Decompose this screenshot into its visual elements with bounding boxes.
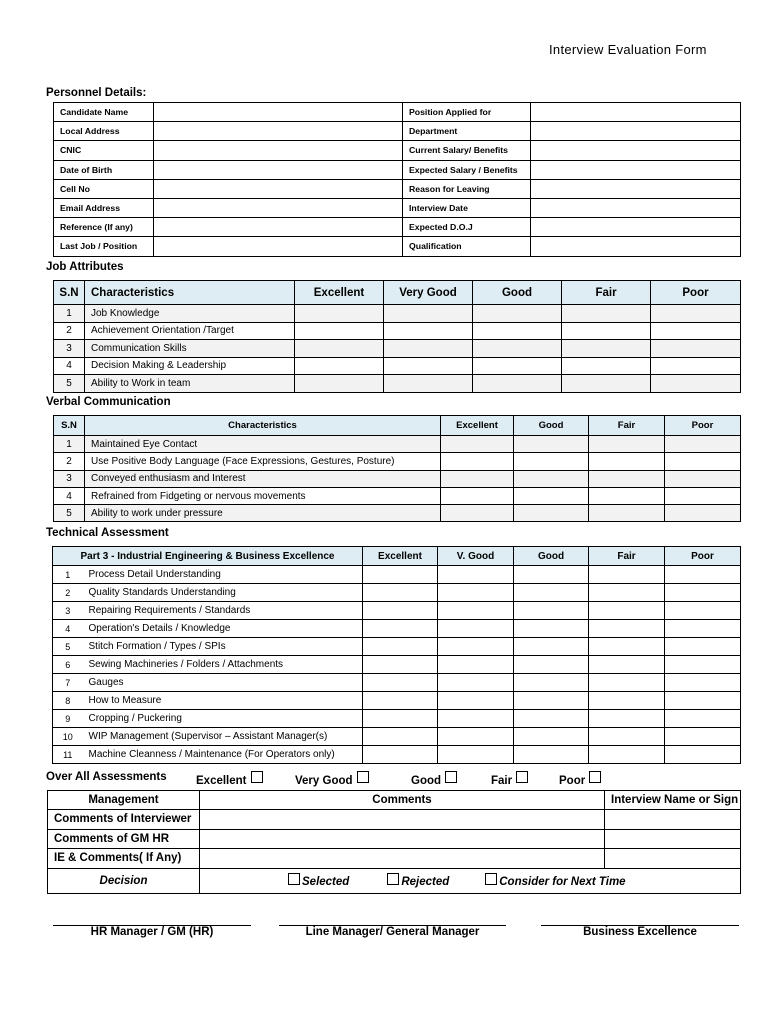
rating-cell[interactable] [438, 692, 514, 710]
rating-cell[interactable] [651, 322, 741, 340]
management-row [48, 810, 741, 830]
personnel-left-value[interactable] [154, 179, 403, 198]
rating-cell[interactable] [295, 305, 384, 323]
rating-cell[interactable] [589, 692, 665, 710]
personnel-row [54, 198, 741, 217]
job-attr-col-header: Fair [562, 281, 651, 305]
decision-options [200, 868, 741, 893]
job-attr-label: Ability to Work in team [85, 375, 295, 393]
rating-cell[interactable] [562, 322, 651, 340]
decision-option-label: Selected [302, 876, 350, 888]
technical-label: How to Measure [83, 692, 363, 710]
rating-cell[interactable] [441, 505, 514, 522]
rating-cell[interactable] [665, 638, 741, 656]
rating-cell[interactable] [438, 656, 514, 674]
sign-cell[interactable] [605, 810, 741, 830]
rating-cell[interactable] [384, 340, 473, 358]
technical-row [53, 620, 741, 638]
decision-option-label: Rejected [401, 876, 450, 888]
rating-cell[interactable] [384, 305, 473, 323]
overall-option[interactable] [411, 771, 457, 787]
technical-table [52, 546, 741, 764]
personnel-left-label: Local Address [54, 122, 154, 141]
verbal-col-header: Poor [665, 416, 741, 436]
rating-cell[interactable] [589, 674, 665, 692]
rating-cell[interactable] [514, 692, 589, 710]
rating-cell[interactable] [438, 746, 514, 764]
rating-cell[interactable] [363, 620, 438, 638]
verbal-col-header: Excellent [441, 416, 514, 436]
comments-cell[interactable] [200, 849, 605, 869]
row-number: 1 [54, 436, 85, 453]
technical-row [53, 674, 741, 692]
technical-col-header: Good [514, 547, 589, 566]
rating-cell[interactable] [473, 340, 562, 358]
rating-cell[interactable] [438, 620, 514, 638]
technical-label: Operation's Details / Knowledge [83, 620, 363, 638]
checkbox-icon[interactable] [357, 771, 369, 783]
personnel-left-label: Email Address [54, 198, 154, 217]
rating-cell[interactable] [562, 340, 651, 358]
job-attr-col-header: Poor [651, 281, 741, 305]
rating-cell[interactable] [665, 505, 741, 522]
rating-cell[interactable] [295, 375, 384, 393]
rating-cell[interactable] [589, 470, 665, 487]
management-row-label: Comments of Interviewer [48, 810, 200, 830]
rating-cell[interactable] [589, 453, 665, 470]
management-row-label: Comments of GM HR [48, 829, 200, 849]
rating-cell[interactable] [384, 375, 473, 393]
personnel-row [54, 160, 741, 179]
checkbox-icon[interactable] [589, 771, 601, 783]
job-attr-col-header: Good [473, 281, 562, 305]
technical-label: Process Detail Understanding [83, 566, 363, 584]
overall-option-label: Good [411, 775, 442, 787]
technical-label: Gauges [83, 674, 363, 692]
rating-cell[interactable] [514, 470, 589, 487]
rating-cell[interactable] [651, 357, 741, 375]
form-title: Interview Evaluation Form [549, 42, 707, 57]
technical-heading: Technical Assessment [46, 527, 169, 539]
rating-cell[interactable] [363, 746, 438, 764]
rating-cell[interactable] [438, 584, 514, 602]
row-number: 2 [54, 322, 85, 340]
technical-row [53, 602, 741, 620]
technical-label: Repairing Requirements / Standards [83, 602, 363, 620]
rating-cell[interactable] [665, 584, 741, 602]
signature-label-hr: HR Manager / GM (HR) [90, 926, 214, 938]
management-row-label: IE & Comments( If Any) [48, 849, 200, 869]
rating-cell[interactable] [514, 584, 589, 602]
technical-label: Cropping / Puckering [83, 710, 363, 728]
verbal-row [54, 487, 741, 504]
personnel-left-value[interactable] [154, 237, 403, 256]
verbal-label: Conveyed enthusiasm and Interest [85, 470, 441, 487]
row-number: 7 [53, 674, 83, 692]
job-attr-col-header: Excellent [295, 281, 384, 305]
personnel-left-label: Last Job / Position [54, 237, 154, 256]
personnel-right-label: Expected Salary / Benefits [403, 160, 531, 179]
personnel-row [54, 237, 741, 256]
rating-cell[interactable] [665, 746, 741, 764]
decision-option[interactable] [387, 876, 449, 888]
verbal-col-header: Fair [589, 416, 665, 436]
technical-row [53, 710, 741, 728]
personnel-table [53, 102, 741, 257]
rating-cell[interactable] [589, 566, 665, 584]
management-col-header: Management [48, 791, 200, 810]
rating-cell[interactable] [665, 470, 741, 487]
rating-cell[interactable] [562, 357, 651, 375]
rating-cell[interactable] [514, 453, 589, 470]
job-attr-row [54, 357, 741, 375]
personnel-left-value[interactable] [154, 141, 403, 160]
technical-label: Machine Cleanness / Maintenance (For Operators only) [83, 746, 363, 764]
personnel-right-value[interactable] [531, 141, 741, 160]
rating-cell[interactable] [514, 602, 589, 620]
rating-cell[interactable] [665, 487, 741, 504]
personnel-left-value[interactable] [154, 218, 403, 237]
personnel-row [54, 141, 741, 160]
job-attr-row [54, 305, 741, 323]
rating-cell[interactable] [295, 322, 384, 340]
technical-label: Sewing Machineries / Folders / Attachments [83, 656, 363, 674]
rating-cell[interactable] [589, 436, 665, 453]
rating-cell[interactable] [665, 674, 741, 692]
rating-cell[interactable] [589, 746, 665, 764]
job-attr-label: Communication Skills [85, 340, 295, 358]
job-attr-label: Decision Making & Leadership [85, 357, 295, 375]
rating-cell[interactable] [514, 728, 589, 746]
rating-cell[interactable] [665, 566, 741, 584]
row-number: 5 [54, 505, 85, 522]
technical-col-header: V. Good [438, 547, 514, 566]
sign-cell[interactable] [605, 829, 741, 849]
rating-cell[interactable] [363, 710, 438, 728]
personnel-right-value[interactable] [531, 198, 741, 217]
rating-cell[interactable] [589, 505, 665, 522]
overall-option-label: Excellent [196, 775, 247, 787]
signature-label-line-manager: Line Manager/ General Manager [305, 926, 480, 938]
rating-cell[interactable] [438, 602, 514, 620]
verbal-row [54, 505, 741, 522]
rating-cell[interactable] [295, 357, 384, 375]
personnel-right-value[interactable] [531, 237, 741, 256]
row-number: 10 [53, 728, 83, 746]
rating-cell[interactable] [438, 566, 514, 584]
sign-cell[interactable] [605, 849, 741, 869]
rating-cell[interactable] [514, 674, 589, 692]
personnel-right-label: Current Salary/ Benefits [403, 141, 531, 160]
technical-row [53, 746, 741, 764]
rating-cell[interactable] [441, 436, 514, 453]
rating-cell[interactable] [589, 710, 665, 728]
row-number: 9 [53, 710, 83, 728]
rating-cell[interactable] [665, 692, 741, 710]
rating-cell[interactable] [514, 566, 589, 584]
personnel-row [54, 122, 741, 141]
job-attr-label: Job Knowledge [85, 305, 295, 323]
rating-cell[interactable] [441, 487, 514, 504]
personnel-left-label: Candidate Name [54, 103, 154, 122]
rating-cell[interactable] [441, 453, 514, 470]
rating-cell[interactable] [514, 746, 589, 764]
technical-label: WIP Management (Supervisor – Assistant Manager(s) [83, 728, 363, 746]
rating-cell[interactable] [295, 340, 384, 358]
personnel-right-label: Qualification [403, 237, 531, 256]
rating-cell[interactable] [514, 638, 589, 656]
personnel-right-label: Position Applied for [403, 103, 531, 122]
rating-cell[interactable] [589, 638, 665, 656]
verbal-label: Use Positive Body Language (Face Expressions, Gestures, Posture) [85, 453, 441, 470]
job-attributes-table [53, 280, 741, 393]
personnel-left-value[interactable] [154, 103, 403, 122]
decision-option[interactable] [288, 876, 349, 888]
rating-cell[interactable] [384, 357, 473, 375]
rating-cell[interactable] [589, 728, 665, 746]
management-col-header: Interview Name or Sign [605, 791, 741, 810]
rating-cell[interactable] [589, 487, 665, 504]
job-attributes-heading: Job Attributes [46, 261, 124, 273]
rating-cell[interactable] [473, 375, 562, 393]
rating-cell[interactable] [363, 674, 438, 692]
personnel-right-value[interactable] [531, 179, 741, 198]
row-number: 3 [54, 340, 85, 358]
job-attr-row [54, 340, 741, 358]
row-number: 11 [53, 746, 83, 764]
verbal-heading: Verbal Communication [46, 396, 171, 408]
verbal-row [54, 453, 741, 470]
decision-label: Decision [48, 868, 200, 893]
rating-cell[interactable] [438, 674, 514, 692]
rating-cell[interactable] [514, 620, 589, 638]
rating-cell[interactable] [665, 620, 741, 638]
job-attr-row [54, 375, 741, 393]
rating-cell[interactable] [589, 584, 665, 602]
technical-col-header: Part 3 - Industrial Engineering & Business Excellence [53, 547, 363, 566]
row-number: 1 [54, 305, 85, 323]
rating-cell[interactable] [651, 375, 741, 393]
row-number: 1 [53, 566, 83, 584]
verbal-label: Maintained Eye Contact [85, 436, 441, 453]
row-number: 6 [53, 656, 83, 674]
rating-cell[interactable] [514, 710, 589, 728]
rating-cell[interactable] [665, 436, 741, 453]
rating-cell[interactable] [589, 620, 665, 638]
rating-cell[interactable] [438, 728, 514, 746]
row-number: 4 [53, 620, 83, 638]
personnel-left-label: Date of Birth [54, 160, 154, 179]
rating-cell[interactable] [363, 656, 438, 674]
rating-cell[interactable] [665, 728, 741, 746]
rating-cell[interactable] [441, 470, 514, 487]
personnel-row [54, 103, 741, 122]
rating-cell[interactable] [665, 710, 741, 728]
job-attr-label: Achievement Orientation /Target [85, 322, 295, 340]
overall-label: Over All Assessments [46, 771, 167, 783]
job-attr-col-header: S.N [54, 281, 85, 305]
verbal-col-header: S.N [54, 416, 85, 436]
rating-cell[interactable] [514, 505, 589, 522]
rating-cell[interactable] [651, 305, 741, 323]
signature-label-business-excellence: Business Excellence [583, 926, 697, 938]
overall-option-label: Very Good [295, 775, 353, 787]
rating-cell[interactable] [562, 375, 651, 393]
rating-cell[interactable] [363, 566, 438, 584]
row-number: 2 [54, 453, 85, 470]
overall-option[interactable] [196, 771, 263, 787]
personnel-left-value[interactable] [154, 122, 403, 141]
row-number: 8 [53, 692, 83, 710]
rating-cell[interactable] [514, 656, 589, 674]
rating-cell[interactable] [665, 656, 741, 674]
technical-row [53, 566, 741, 584]
verbal-col-header: Good [514, 416, 589, 436]
overall-option[interactable] [295, 771, 369, 787]
row-number: 2 [53, 584, 83, 602]
management-row [48, 849, 741, 869]
checkbox-icon[interactable] [288, 873, 300, 885]
verbal-row [54, 436, 741, 453]
personnel-row [54, 218, 741, 237]
checkbox-icon[interactable] [516, 771, 528, 783]
verbal-col-header: Characteristics [85, 416, 441, 436]
management-col-header: Comments [200, 791, 605, 810]
technical-label: Stitch Formation / Types / SPIs [83, 638, 363, 656]
personnel-heading: Personnel Details: [46, 87, 147, 99]
overall-option[interactable] [559, 771, 601, 787]
checkbox-icon[interactable] [251, 771, 263, 783]
overall-option[interactable] [491, 771, 528, 787]
rating-cell[interactable] [562, 305, 651, 323]
rating-cell[interactable] [363, 584, 438, 602]
technical-row [53, 584, 741, 602]
technical-col-header: Poor [665, 547, 741, 566]
rating-cell[interactable] [363, 602, 438, 620]
rating-cell[interactable] [589, 656, 665, 674]
management-table [47, 790, 741, 894]
technical-col-header: Fair [589, 547, 665, 566]
rating-cell[interactable] [665, 602, 741, 620]
row-number: 5 [54, 375, 85, 393]
overall-option-label: Poor [559, 775, 586, 787]
checkbox-icon[interactable] [485, 873, 497, 885]
rating-cell[interactable] [438, 638, 514, 656]
rating-cell[interactable] [514, 487, 589, 504]
personnel-left-label: Cell No [54, 179, 154, 198]
personnel-right-value[interactable] [531, 160, 741, 179]
row-number: 4 [54, 487, 85, 504]
rating-cell[interactable] [589, 602, 665, 620]
checkbox-icon[interactable] [445, 771, 457, 783]
personnel-left-value[interactable] [154, 198, 403, 217]
personnel-row [54, 179, 741, 198]
rating-cell[interactable] [363, 692, 438, 710]
personnel-right-label: Reason for Leaving [403, 179, 531, 198]
personnel-right-value[interactable] [531, 122, 741, 141]
technical-row [53, 692, 741, 710]
decision-option-label: Consider for Next Time [499, 876, 626, 888]
decision-row [48, 868, 741, 893]
rating-cell[interactable] [473, 357, 562, 375]
personnel-left-value[interactable] [154, 160, 403, 179]
rating-cell[interactable] [473, 305, 562, 323]
rating-cell[interactable] [363, 638, 438, 656]
job-attr-col-header: Characteristics [85, 281, 295, 305]
rating-cell[interactable] [651, 340, 741, 358]
technical-col-header: Excellent [363, 547, 438, 566]
row-number: 3 [53, 602, 83, 620]
job-attr-col-header: Very Good [384, 281, 473, 305]
rating-cell[interactable] [384, 322, 473, 340]
comments-cell[interactable] [200, 810, 605, 830]
row-number: 3 [54, 470, 85, 487]
verbal-table [53, 415, 741, 522]
personnel-right-label: Interview Date [403, 198, 531, 217]
personnel-left-label: Reference (If any) [54, 218, 154, 237]
comments-cell[interactable] [200, 829, 605, 849]
decision-option[interactable] [485, 876, 625, 888]
personnel-right-label: Expected D.O.J [403, 218, 531, 237]
technical-row [53, 638, 741, 656]
rating-cell[interactable] [514, 436, 589, 453]
verbal-row [54, 470, 741, 487]
personnel-right-label: Department [403, 122, 531, 141]
technical-row [53, 656, 741, 674]
verbal-label: Refrained from Fidgeting or nervous movements [85, 487, 441, 504]
technical-label: Quality Standards Understanding [83, 584, 363, 602]
rating-cell[interactable] [438, 710, 514, 728]
rating-cell[interactable] [363, 728, 438, 746]
management-row [48, 829, 741, 849]
checkbox-icon[interactable] [387, 873, 399, 885]
personnel-right-value[interactable] [531, 103, 741, 122]
personnel-right-value[interactable] [531, 218, 741, 237]
verbal-label: Ability to work under pressure [85, 505, 441, 522]
rating-cell[interactable] [473, 322, 562, 340]
job-attr-row [54, 322, 741, 340]
personnel-left-label: CNIC [54, 141, 154, 160]
overall-option-label: Fair [491, 775, 513, 787]
technical-row [53, 728, 741, 746]
row-number: 4 [54, 357, 85, 375]
rating-cell[interactable] [665, 453, 741, 470]
row-number: 5 [53, 638, 83, 656]
